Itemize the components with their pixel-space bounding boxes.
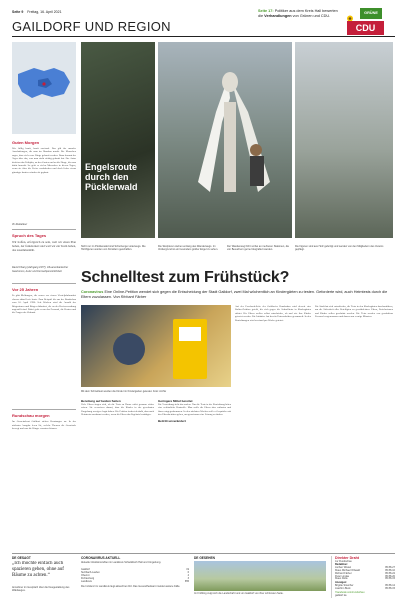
- year-header: Vor 25 Jahren: [12, 287, 39, 293]
- contact-row-value: 95 88-12: [385, 583, 395, 587]
- corona-box-text: Aktuelle Infektionszahlen im Landkreis Schwäbisch Hall und Umgebung.: [81, 561, 162, 564]
- article-lead-text: Eine Online-Petition wendet sich gegen die Entscheidung der Stadt Gaildorf, zwei Mal wöchentlich an Kindergärten zu testen. Geforderte wird, auch Heimtests durch die Eltern zuzulassen.: [81, 290, 388, 299]
- party-logos: [343, 8, 388, 36]
- photo-caption-4: Die Figuren sind aus Holz gefertigt und werden von den Mitgliedern des Vereins gepflegt.: [295, 245, 384, 252]
- angel-sculpture-graphic: [158, 42, 292, 238]
- masthead: [12, 10, 192, 34]
- left-column: [12, 140, 76, 468]
- contact-header: Direkter Draht: [335, 556, 359, 560]
- contact-row-label: Peter Lindau: [335, 574, 350, 578]
- contact-row-value: 95 88-15: [385, 586, 395, 590]
- contact-row-value: 95 88-27: [385, 565, 395, 569]
- photo-collage: [81, 42, 393, 244]
- quote-box-quote: „Ich möchte einfach auch spazieren gehen, ohne auf Bäume zu achten.“: [12, 561, 64, 578]
- author-signature: Ihr Redakteur: [12, 223, 28, 226]
- contact-row-label: Jochen Wissel: [335, 565, 352, 569]
- article-kicker: Coronavirus: [81, 290, 104, 294]
- contact-section: Redaktion:: [335, 563, 348, 567]
- main-article: [81, 268, 393, 550]
- quote-box: [12, 556, 76, 596]
- article-subhead-1: Bereitung auf beiden Seiten: [81, 399, 121, 403]
- corona-box-note: Die Inzidenz im Landkreis liegt aktuell bei 210. Das Gesundheitsamt meldet weitere Fälle.: [81, 584, 181, 588]
- corona-box: [81, 556, 189, 598]
- facebook-icon: f: [335, 590, 336, 594]
- guten-morgen-header: Guten Morgen: [12, 140, 40, 145]
- region-map: [12, 42, 76, 134]
- seen-photo: [194, 561, 326, 591]
- teaser[interactable]: [258, 9, 338, 18]
- corona-row-label: Fichtenberg: [81, 576, 95, 580]
- divider: [12, 229, 76, 230]
- corona-row-label: Landkreis: [81, 579, 92, 583]
- gruene-logo: GRÜNE: [360, 8, 382, 19]
- contact-box: [331, 556, 395, 598]
- cdu-logo: CDU: [347, 21, 384, 35]
- article-col-1: [235, 305, 311, 550]
- map-graphic: [12, 42, 76, 134]
- corona-row-label: Sulzbach-Laufen: [81, 570, 100, 574]
- article-subhead-2: Geringere Mittel bereitet: [158, 399, 193, 403]
- contact-row-value: 95 88-22: [385, 571, 395, 575]
- main-photo-caption-text: Engelsroute durch den Pücklerwald: [85, 162, 138, 192]
- article-photo: [81, 305, 231, 387]
- social-link[interactable]: f facebook.com/rundschau: [335, 590, 365, 594]
- corona-row-value: 4: [187, 573, 189, 577]
- bottom-divider: [12, 553, 395, 554]
- quote-text: Wir hoffen, erfolgreich zu sein, weil wir einen Plan haben, der funktioniert und weil wir ein Team haben, das zusammenhält.: [12, 240, 76, 253]
- photo-caption-3: Der Wanderweg führt vorbei an mehreren Stationen, die von Besuchern gerne fotografiert werden.: [227, 245, 290, 252]
- seen-box: [194, 556, 326, 598]
- seen-box-label: DE GESEHEN: [194, 556, 215, 560]
- teaser-label: Seite 17:: [258, 9, 274, 13]
- corona-row-value: 655: [184, 579, 189, 583]
- article-text-4: Die Verwaltung sieht das anders. Nur die Tests in der Einrichtung böten eine verlässliche Kontrolle. Man wolle die Eltern aber entlasten und ihnen entgegenkommen. In den nächsten Wochen soll es Gespräche mit den Elternbeiräten geben, um gemeinsam eine Lösung zu finden.: [158, 403, 231, 417]
- corona-table: [81, 569, 189, 584]
- region-text: Im Gemeinderat Gaildorf stehen Beratungen an. In der nächsten Ausgabe lesen Sie, welche Themen die Gemeinde bewegt und was die Bürger erwarten können.: [12, 420, 76, 431]
- article-text-3: Viele Eltern fragen sich, ob die Tests zu Hause nicht genauso sicher wären. Sie verweisen darauf, dass die Kinder in der gewohnten Umgebung weniger Angst haben. Die Petition fordert deshalb, dass auch Heimtests anerkannt werden, wenn die Eltern das Ergebnis bestätigen.: [81, 403, 154, 417]
- main-photo-caption: [85, 162, 151, 192]
- sunflower-icon: [343, 10, 357, 19]
- guten-morgen-text: Wer billig kauft, kauft zweimal. Das gilt für manche Anschaffungen, die man im Hausbau macht. Die Menschen sagen, dass viele neue Dinge gekauft werden. Dann kommt der Ärger über das, was man nicht richtig gekauft hat. Der Autor denkt an das Frühjahr, an den Garten und an die Dinge, die man dafür braucht. So geht es vielen Menschen in diesen Tagen, wenn sie über die Preise nachdenken und doch lieber etwas günstiger kaufen würden als geplant.: [12, 147, 76, 174]
- section-title: GAILDORF UND REGION: [12, 19, 171, 34]
- divider: [12, 283, 76, 284]
- photo-angel: [158, 42, 292, 238]
- article-subhead-3: Beitritt unverändert: [158, 418, 186, 423]
- contact-row-label: Klaus Rolle: [335, 577, 348, 581]
- contact-row-value: 95 88-20: [385, 574, 395, 578]
- region-header: Rundschau morgen: [12, 413, 50, 419]
- quote-header: Spruch des Tages: [12, 233, 47, 239]
- quote-box-label: DE GESAGT: [12, 556, 31, 560]
- quote-author: David Chang (Jahrgang 1977), US-amerikanischer Gastronom, Autor und Fernsehpersönlichkeit: [12, 266, 69, 273]
- article-col-2: [315, 305, 393, 550]
- photo-caption-1: Nicht nur im Pücklerwald sind Schutzengel unterwegs. Die Holzfiguren wurden von Künstlern geschaffen.: [81, 245, 146, 252]
- year-text: Es gibt Meldungen, die waren vor einem Vierteljahrhundert ebenso aktuell wie heute. Zum Beispiel die aus der Rundschau vom 16. April 1996: Seit Wochen wird die Anzahl der Bürgerinnen und Bürger diskutiert, die an der Kreisverwaltung angestellt sind. Dabei geht es um das Personal, die Kosten und die Fragen der Zukunft.: [12, 294, 76, 315]
- article-photo-caption: Mit dem Schnelltest werden die Kinder im Kindergarten getestet. Foto: Archiv: [81, 390, 167, 393]
- article-text-1: Auf der Facebook-Seite der Gaildorfer Rundschau wird derzeit eine Online-Petition geteilt, die sich gegen die Schnelltests in Kindergärten richtet. Die Eltern wollen selbst entscheiden, ob und wie ihre Kinder getestet werden. Die Initiative hat bereits Unterschriften gesammelt. In den Einrichtungen wird zweimal pro Woche getestet.: [235, 305, 311, 322]
- article-text-2: Die Stadt hat sich entschieden, die Tests in den Kindergärten durchzuführen, um die Sicherheit aller Beteiligten zu gewährleisten. Eltern, Erzieherinnen und Kinder sollen geschützt werden. Die Tests werden von geschultem Personal vorgenommen und dauern nur wenige Minuten.: [315, 305, 393, 319]
- photo-forest-walk: [295, 42, 393, 238]
- divider: [12, 409, 76, 410]
- article-lead: [81, 290, 393, 299]
- corona-row-label: Oberrot: [81, 573, 90, 577]
- contact-row-value: 95 88-15: [385, 577, 395, 581]
- article-col-4: [158, 399, 231, 550]
- photo-caption-2: Die Skulpturen stehen entlang des Wanderwegs. Im Vordergrund ist ein besonders großer Engel zu sehen.: [158, 245, 219, 252]
- teaser-text: Politiker aus dem Kreis Hall bewerten die: [258, 9, 338, 18]
- page-label: Seite 9: [12, 10, 24, 14]
- masthead-divider: [12, 36, 395, 37]
- contact-row-label: Brigitte Streicher: [335, 583, 354, 587]
- corona-box-label: CORONAVIRUS AKTUELL: [81, 556, 121, 560]
- teaser-bold: Verhandlungen: [264, 13, 292, 18]
- corona-row-value: 6: [187, 570, 189, 574]
- contact-row-label: Richard Färber: [335, 571, 352, 575]
- main-headline[interactable]: Schnelltest zum Frühstück?: [81, 269, 290, 286]
- article-byline: Von Richard Färber: [113, 294, 147, 299]
- corona-row-label: Gaildorf: [81, 568, 90, 571]
- corona-row: [81, 581, 189, 584]
- contact-row-label: Joachim Buck: [335, 586, 351, 590]
- contact-sub: zur Rundschau: [335, 560, 352, 563]
- contact-section-2: Anzeigen:: [335, 581, 347, 585]
- corona-row-value: 3: [187, 576, 189, 580]
- teaser-rest: von Grünen und CDU.: [292, 13, 331, 18]
- quote-box-author: Anwohner im Gespräch über die Neugestaltung des Waldweges.: [12, 586, 70, 593]
- seen-box-caption: Im Frühling zeigt sich die Landschaft rund um Gaildorf von ihrer schönsten Seite.: [194, 592, 284, 595]
- contact-row-label: Klaus Michael Oßwald: [335, 568, 360, 572]
- page-date: Freitag, 16. April 2021: [27, 10, 62, 14]
- contact-row-value: 95 88-10: [385, 568, 395, 572]
- corona-row-value: 19: [186, 568, 189, 571]
- article-col-3: [81, 399, 154, 550]
- test-kit-graphic: [81, 305, 231, 387]
- web-link[interactable]: gaildorf.de: [335, 593, 347, 597]
- photo-forest: [81, 42, 155, 238]
